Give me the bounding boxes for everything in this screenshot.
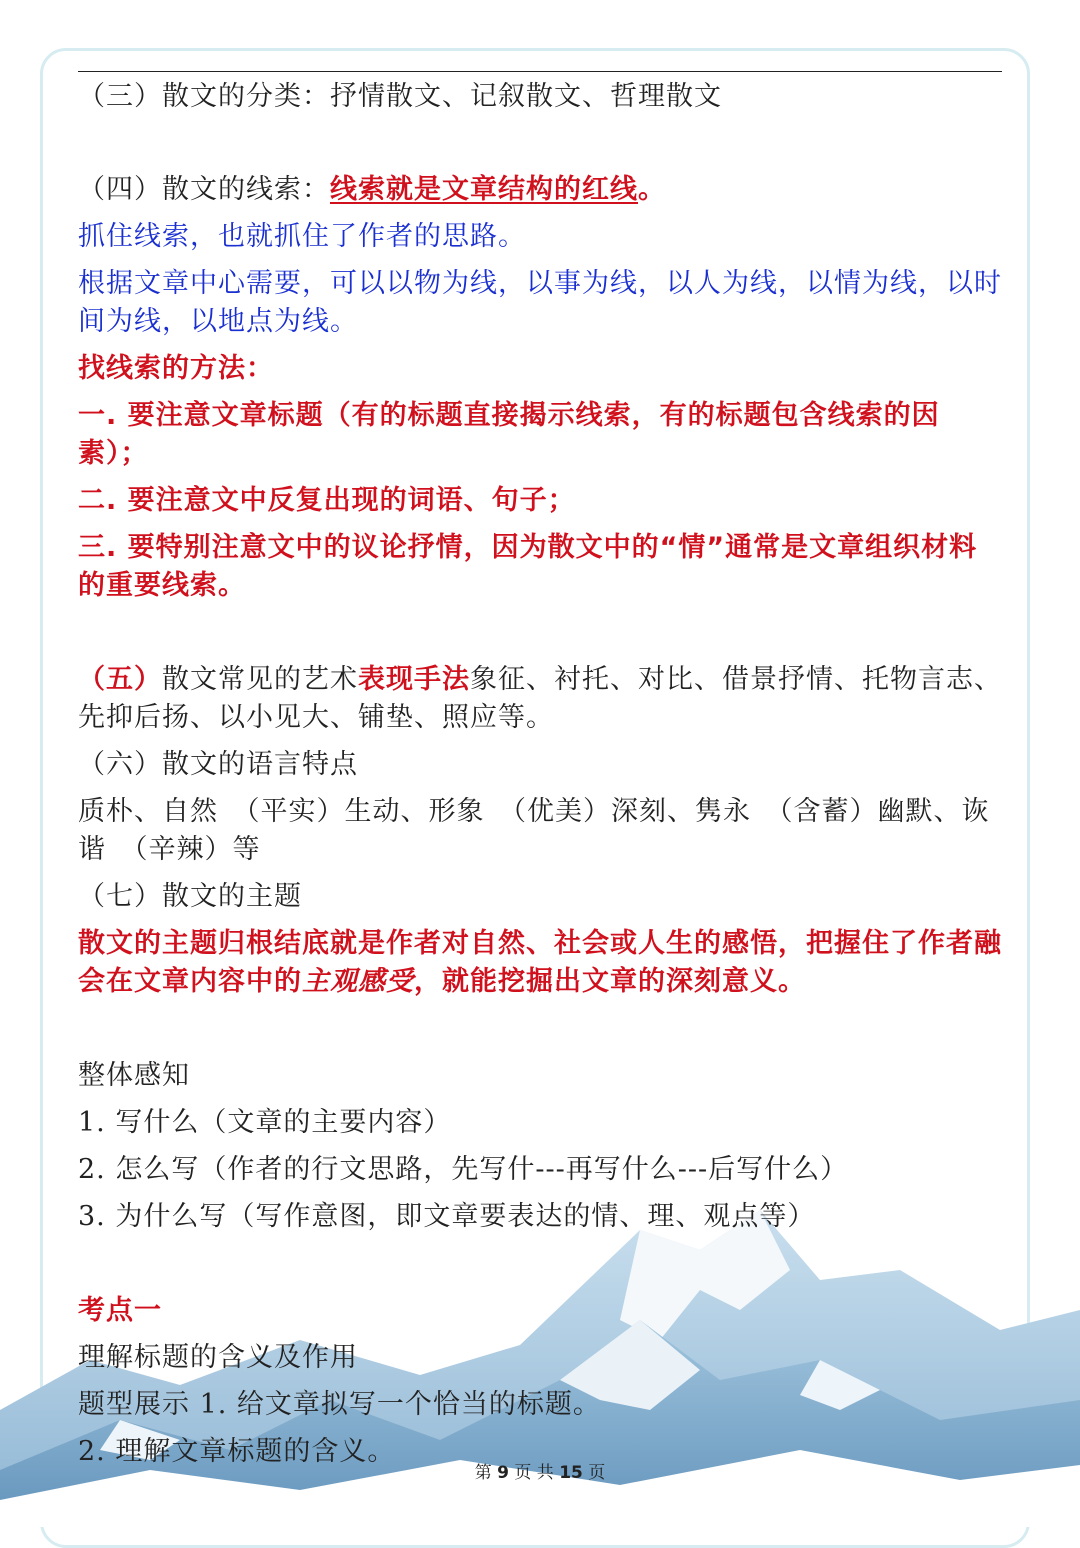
section-4-blue-1: 抓住线索，也就抓住了作者的思路。 bbox=[78, 221, 526, 252]
method-1: 一. 要注意文章标题（有的标题直接揭示线索，有的标题包含线索的因素）； bbox=[78, 400, 940, 469]
kaodian-line-1: 理解标题的含义及作用 bbox=[78, 1342, 358, 1373]
section-7-red-2: ，就能挖掘出文章的深刻意义。 bbox=[414, 966, 806, 997]
section-5-red: 表现手法 bbox=[358, 664, 470, 695]
section-4-red-underlined: 线索就是文章结构的红线 bbox=[330, 174, 638, 205]
overall-item-1: 1. 写什么（文章的主要内容） bbox=[78, 1107, 452, 1138]
section-7-italic: 主观感受 bbox=[302, 966, 414, 997]
overall-item-2: 2. 怎么写（作者的行文思路，先写什---再写什么---后写什么） bbox=[78, 1154, 849, 1185]
section-7-theme bbox=[78, 925, 1002, 1001]
section-4-blue-2: 根据文章中心需要，可以以物为线，以事为线，以人为线，以情为线，以时间为线，以地点为线。 bbox=[78, 268, 1002, 337]
section-5-text-1: 散文常见的艺术 bbox=[162, 664, 358, 695]
section-7-heading: （七）散文的主题 bbox=[78, 881, 302, 912]
section-5-techniques bbox=[78, 661, 1002, 737]
overall-title: 整体感知 bbox=[78, 1060, 190, 1091]
section-5-head: （五） bbox=[78, 664, 162, 695]
kaodian-line-3: 2. 理解文章标题的含义。 bbox=[78, 1436, 396, 1467]
section-6-text: 质朴、自然 （平实）生动、形象 （优美）深刻、隽永 （含蓄）幽默、诙谐 （辛辣）等 bbox=[78, 796, 990, 865]
section-4-period: 。 bbox=[638, 174, 666, 205]
footer-middle: 页 共 bbox=[514, 1463, 554, 1483]
page-footer bbox=[0, 1458, 1080, 1483]
document-body bbox=[78, 76, 1002, 1471]
footer-prefix: 第 bbox=[474, 1463, 492, 1483]
kaodian-line-2: 题型展示 1. 给文章拟写一个恰当的标题。 bbox=[78, 1389, 601, 1420]
overall-item-3: 3. 为什么写（写作意图，即文章要表达的情、理、观点等） bbox=[78, 1201, 816, 1232]
section-7-red-1: 散文的主题归根结底就是作者对自然、社会或人生的感悟，把握住了作者融会在文章内容中的 bbox=[78, 928, 1002, 997]
section-6-heading: （六）散文的语言特点 bbox=[78, 749, 358, 780]
section-4-heading-text: （四）散文的线索： bbox=[78, 174, 330, 205]
section-3-classification: （三）散文的分类：抒情散文、记叙散文、哲理散文 bbox=[78, 81, 722, 112]
section-4-heading bbox=[78, 171, 1002, 209]
footer-suffix: 页 bbox=[588, 1463, 606, 1483]
method-title: 找线索的方法： bbox=[78, 353, 274, 384]
footer-page-number: 9 bbox=[497, 1463, 509, 1483]
section-5-text-2: 象征、衬托、对比、借景抒情、托物言志、先抑后扬、以小见大、铺垫、照应等。 bbox=[78, 664, 1002, 733]
kaodian-title: 考点一 bbox=[78, 1295, 162, 1326]
method-2: 二. 要注意文中反复出现的词语、句子； bbox=[78, 485, 576, 516]
method-3: 三. 要特别注意文中的议论抒情，因为散文中的“情”通常是文章组织材料的重要线索。 bbox=[78, 532, 978, 601]
footer-total-pages: 15 bbox=[559, 1463, 583, 1483]
header-rule bbox=[78, 71, 1002, 72]
